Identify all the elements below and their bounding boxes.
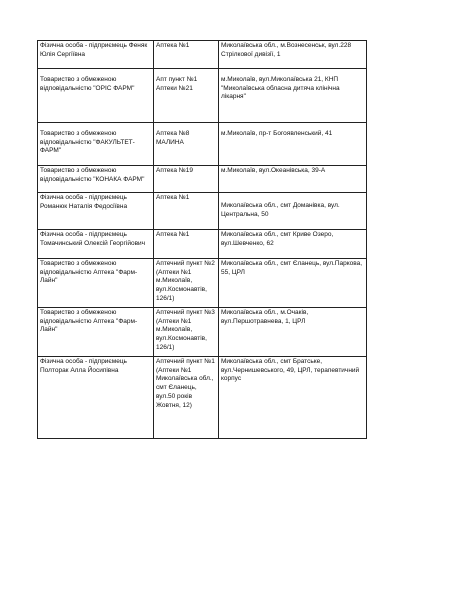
table-row bbox=[38, 69, 367, 123]
table-row bbox=[38, 41, 367, 69]
address-cell: Миколаївська обл., м.Вознесенськ, вул.228 Стрілкової дивізії, 1 bbox=[219, 41, 367, 69]
address-cell: м.Миколаїв, вул.Миколаївська 21, КНП "Миколаївська обласна дитяча клінічна лікарня" bbox=[219, 69, 367, 123]
pharmacy-cell: Аптека №1 bbox=[154, 230, 219, 259]
address-cell: Миколаївська обл., м.Очаків, вул.Першотравнева, 1, ЦРЛ bbox=[219, 308, 367, 357]
owner-cell: Фізична особа - підприємець Полторак Алла Йосипівна bbox=[38, 357, 154, 439]
pharmacy-cell: Аптека №1 bbox=[154, 193, 219, 230]
owner-cell: Товариство з обмеженою відповідальністю "КОНАКА ФАРМ" bbox=[38, 166, 154, 193]
owner-cell: Фізична особа - підприємець Феняк Юлія Сергіївна bbox=[38, 41, 154, 69]
pharmacy-cell: Аптека №8 МАЛИНА bbox=[154, 123, 219, 166]
owner-cell: Товариство з обмеженою відповідальністю Аптека "Фарм-Лайн" bbox=[38, 308, 154, 357]
pharmacy-cell: Апт пункт №1 Аптеки №21 bbox=[154, 69, 219, 123]
table-row bbox=[38, 259, 367, 308]
owner-cell: Товариство з обмеженою відповідальністю Аптека "Фарм-Лайн" bbox=[38, 259, 154, 308]
owner-cell: Фізична особа - підприємець Романюк Наталія Федосіївна bbox=[38, 193, 154, 230]
table-row bbox=[38, 193, 367, 230]
address-cell: м.Миколаїв, пр-т Богоявленський, 41 bbox=[219, 123, 367, 166]
pharmacy-cell: Аптека №19 bbox=[154, 166, 219, 193]
owner-cell: Фізична особа - підприємець Томачинський Олексій Георгійович bbox=[38, 230, 154, 259]
table-row bbox=[38, 230, 367, 259]
document-sheet bbox=[37, 40, 366, 439]
pharmacy-cell: Аптечний пункт №3 (Аптеки №1 м.Миколаїв, вул.Космонавтів, 126/1) bbox=[154, 308, 219, 357]
pharmacy-table bbox=[37, 40, 367, 439]
pharmacy-cell: Аптечний пункт №2 (Аптеки №1 м.Миколаїв, вул.Космонавтів, 126/1) bbox=[154, 259, 219, 308]
address-cell: Миколаївська обл., смт Єланець, вул.Паркова, 55, ЦРЛ bbox=[219, 259, 367, 308]
table-row bbox=[38, 123, 367, 166]
table-row bbox=[38, 357, 367, 439]
pharmacy-cell: Аптечний пункт №1 (Аптеки №1 Миколаївська обл., смт Єланець, вул.50 років Жовтня, 12) bbox=[154, 357, 219, 439]
owner-cell: Товариство з обмеженою відповідальністю "ФАКУЛЬТЕТ-ФАРМ" bbox=[38, 123, 154, 166]
address-cell: м.Миколаїв, вул.Океанівська, 39-А bbox=[219, 166, 367, 193]
address-cell: Миколаївська обл., смт Криве Озеро, вул.Шевченко, 62 bbox=[219, 230, 367, 259]
owner-cell: Товариство з обмеженою відповідальністю "ОРІС ФАРМ" bbox=[38, 69, 154, 123]
pharmacy-cell: Аптека №1 bbox=[154, 41, 219, 69]
table-row bbox=[38, 308, 367, 357]
address-cell: Миколаївська обл., смт Братське, вул.Чернишевського, 49, ЦРЛ, терапевтичний корпус bbox=[219, 357, 367, 439]
address-cell: Миколаївська обл., смт Доманівка, вул. Центральна, 50 bbox=[219, 193, 367, 230]
table-row bbox=[38, 166, 367, 193]
